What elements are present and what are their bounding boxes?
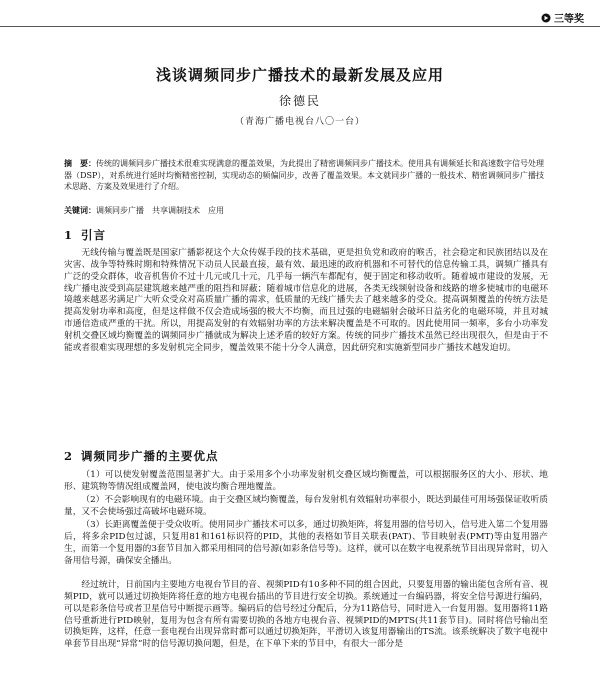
body-paragraph: （2）不会影响现有的电磁环境。由于交叠区域均衡覆盖，每台发射机有效辐射功率很小，既达到最佳可用场强保证收听质量，又不会使场强过高破坏电磁环境。 [64,495,548,517]
article-title: 浅谈调频同步广播技术的最新发展及应用 [155,66,444,84]
section-title: 引言 [81,228,107,242]
author-name: 徐德民 [278,94,321,108]
body-paragraph: （3）长距离覆盖便于受众收听。使用同步广播技术可以多，通过切换矩阵，将复用器的信号切入，信号进入第二个复用器后，将多余PID包过滤，只复用81和161标识符的PID，其他的表格如节目关联表(PAT)、节目映射表(PMT)等由复用器产生，而第一个复用器的3套节目加入都采用相同的信号源(如彩条信号等)。这样，就可以在数字电视系统节目出现异常时，切入备用信号源，确保安全播出。 [64,520,548,566]
section-heading-introduction [64,227,106,243]
body-paragraph: 无线传输与覆盖既是国家广播影视这个大众传媒手段的技术基础，更是担负党和政府的喉舌，社会稳定和民族团结以及在灾害、战争等特殊时期和特殊情况下动员人民最直接，最有效、最迅速的政府机器和不可替代的信息传输工具，调频广播具有广泛的受众群体，收音机售价不过十几元或几十元，几乎每一辆汽车都配有，便于固定和移动收听。随着城市建设的发展，无线广播电波受到高层建筑越来越严重的阻挡和屏蔽；随着城市信息化的进展，各类无线频射设备和线路的增多使城市的电磁环境越来越恶劣满足广大听众受众对高质量广播的需求，低质量的无线广播失去了越来越多的受众。提高调频覆盖的传统方法是提高发射功率和高度，但是这样做不仅会造成场强的极大不均衡，而且过强的电磁辐射会破坏日益劣化的电磁环境，并且对城市通信造成严重的干扰。所以，用提高发射的有效辐射功率的方法来解决覆盖是不可取的。因此使用同一频率，多台小功率发射机交叠区域均衡覆盖的调频同步广播就成为解决上述矛盾的较好方案。传统的同步广播技术虽然已经出现很久，但是由于不能或者很难实现理想的多发射机完全同步，覆盖效果不能十分令人满意，因此研究和实施新型同步广播技术越发迫切。 [64,248,548,353]
body-paragraph: 经过统计，日前国内主要地方电视台节目的音、视频PID有10多种不同的组合因此，只要复用器的输出能包含所有音、视频PID，就可以通过切换矩阵将任意的地方电视台插出的节目进行安全切换。系统通过一台编码器，将安全信号源进行编码，可以是彩条信号或者卫星信号中断提示画等。编码后的信号经过分配后，分为11路信号，同时进入一台复用器。复用器将11路信号重新进行PID映射，复用为包含有所有需要切换的各地方电视台音、视频PID的MPTS(共11套节目)。同时将信号输出至切换矩阵，这样，任意一套电视台出现异常时都可以通过切换矩阵，平滑切入该复用器输出的TS流。该系统解决了数字电视中单套节目出现“异常”时的信号源切换问题，但是，在下单下来的节目中，有很大一部分是 [64,580,548,650]
body-paragraph: （1）可以使发射覆盖范围显著扩大。由于采用多个小功率发射机交叠区域均衡覆盖，可以根据服务区的大小、形状、地形、建筑物等情况组成覆盖网，使电波均衡合理地覆盖。 [64,470,548,492]
section-heading-advantages [64,448,219,464]
triangle-bullet-icon [541,13,551,23]
journal-mark-label: 三等奖 [554,14,584,25]
abstract-text: 传统的调频同步广播技术很难实现满意的覆盖效果，为此提出了精密调频同步广播技术。使用具有调频延长和高速数字信号处理器（DSP），对系统进行延时均衡精密控制，实现动态的频偏同步，改善了覆盖效果。本文就同步广播的一般技术、精密调频同步广播技术思路、方案及效果进行了介绍。 [64,159,544,192]
keywords-label: 关键词： [64,205,96,215]
keywords-text: 调频同步广播 共享调制技术 应用 [96,206,224,215]
author-affiliation: （青海广播电视台八〇一台） [234,117,365,127]
abstract [64,158,544,193]
abstract-label: 摘 要： [64,158,96,168]
header-divider [0,26,600,27]
keywords [64,205,544,216]
section-number: 1 [64,228,74,242]
section-title: 调频同步广播的主要优点 [81,449,219,463]
section-number: 2 [64,449,74,463]
journal-mark [541,10,584,25]
